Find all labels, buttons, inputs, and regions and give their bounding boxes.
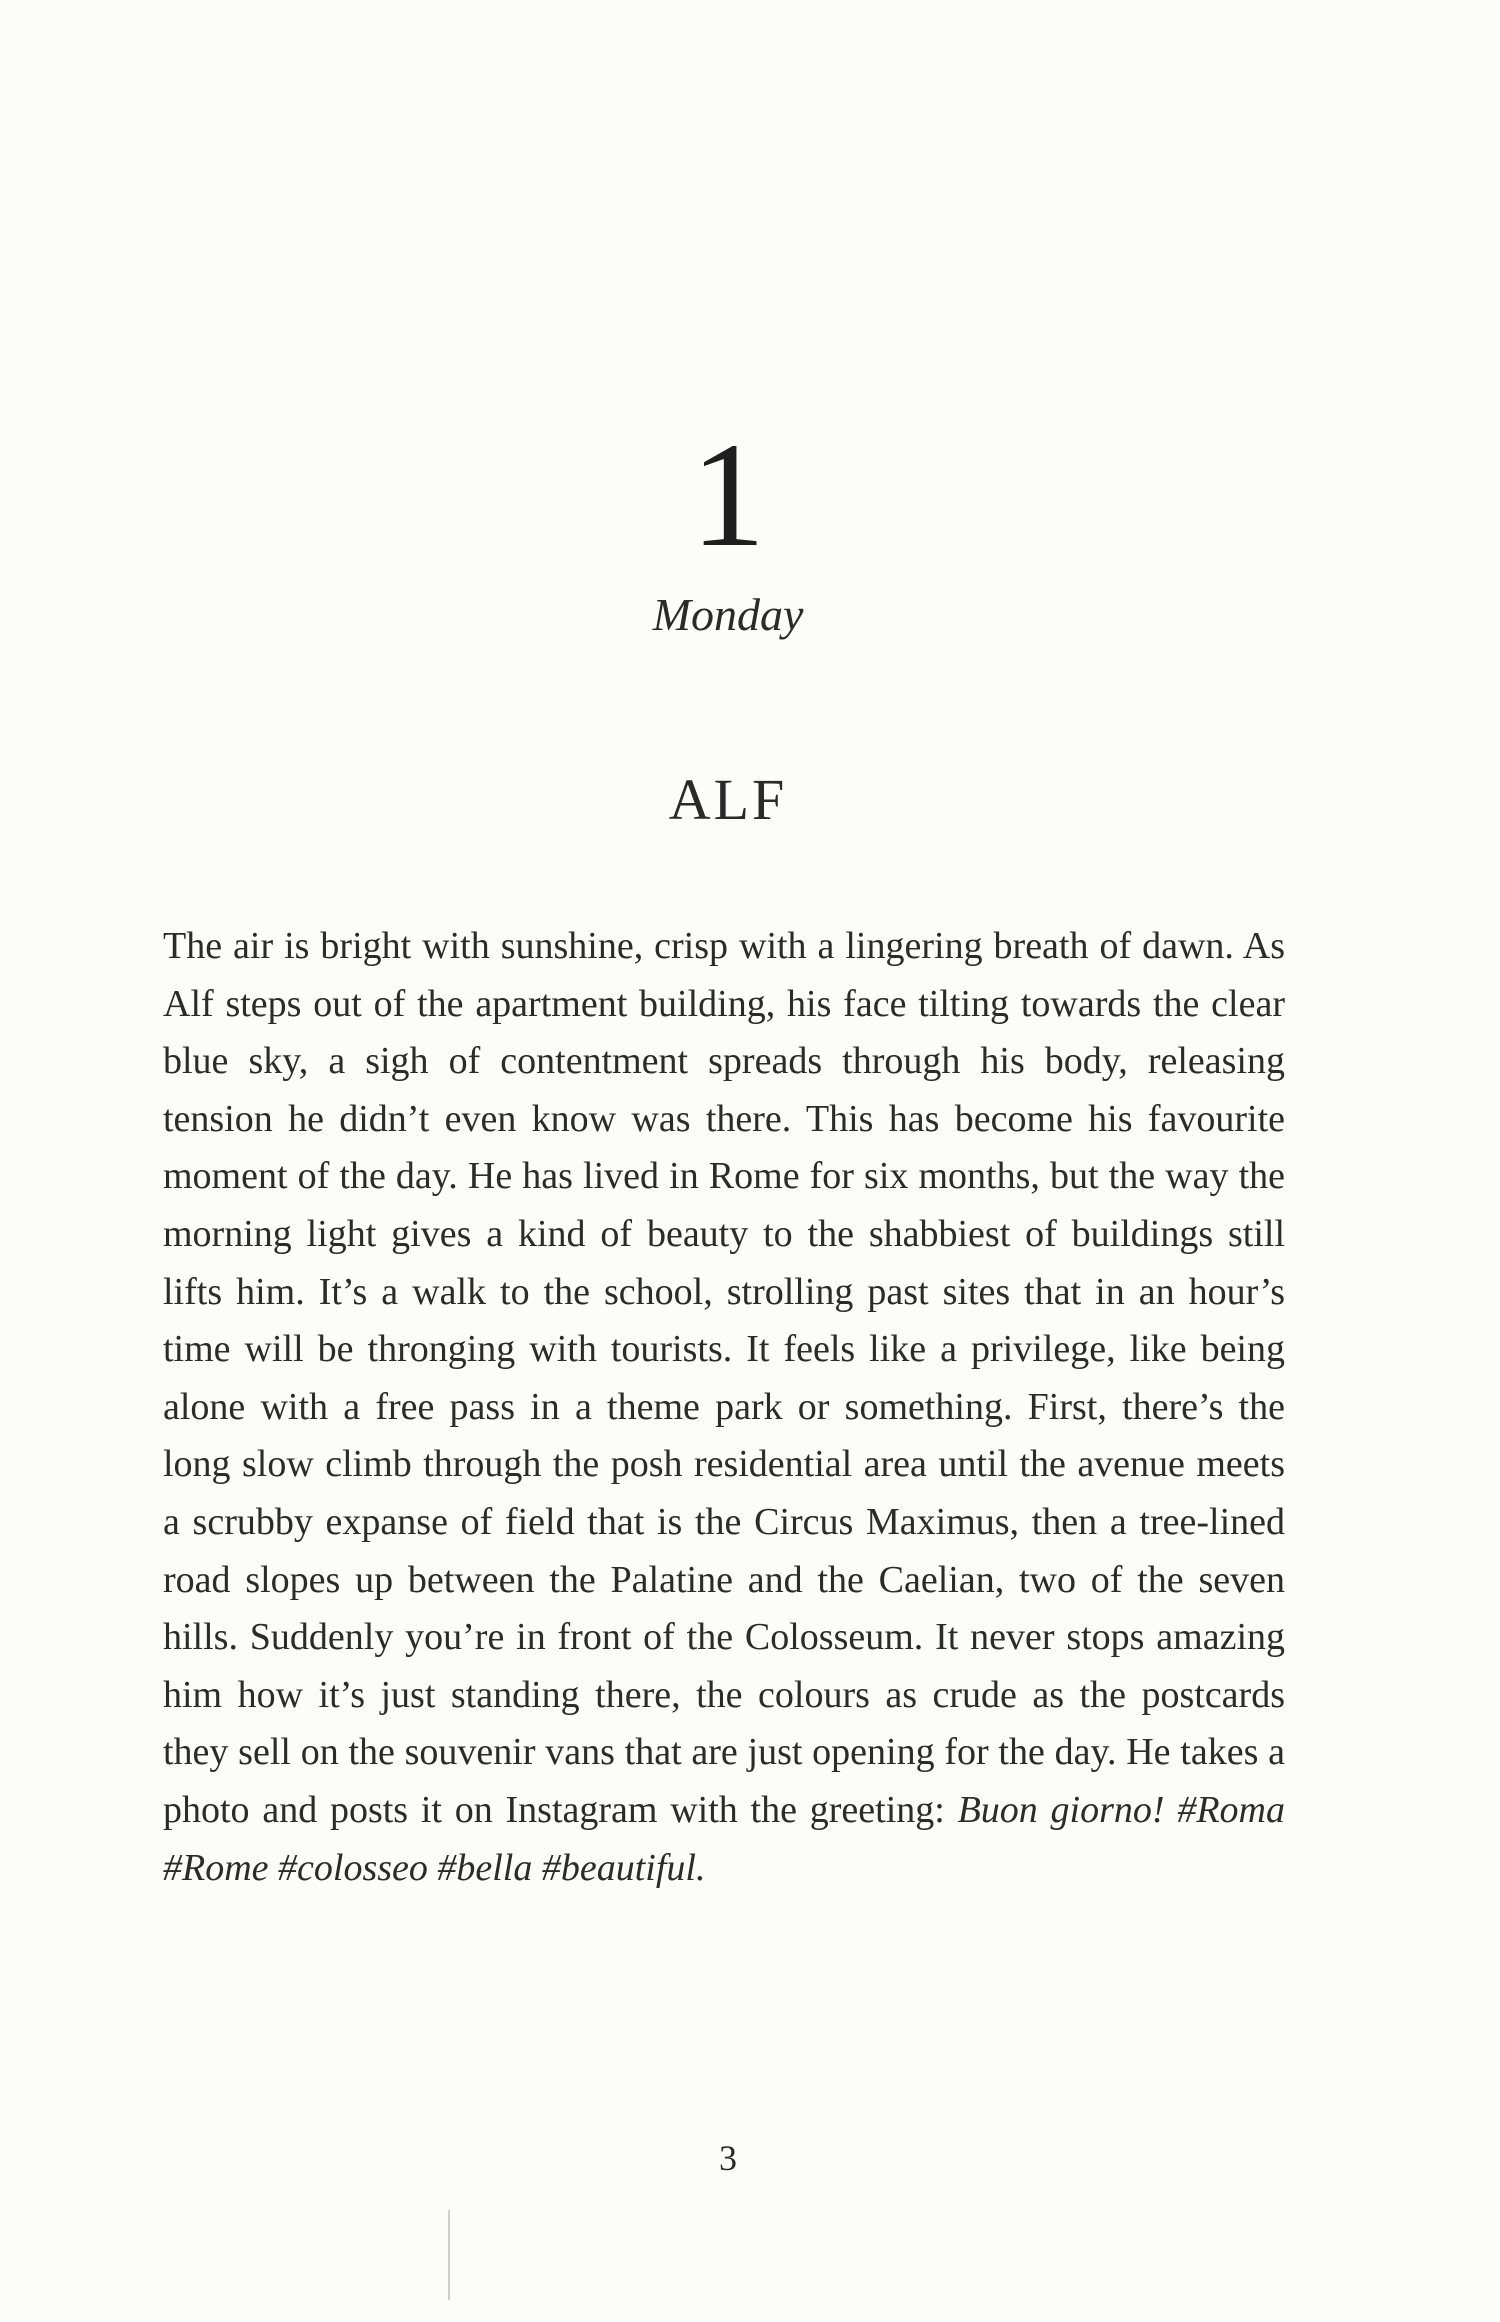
narrator-heading: ALF	[668, 767, 788, 832]
chapter-number: 1	[690, 412, 766, 578]
page-number: 3	[719, 2138, 737, 2178]
instagram-caption: Buon giorno! #Roma #Rome #colosseo #bella #beautiful.	[163, 1788, 1285, 1889]
chapter-day: Monday	[652, 589, 804, 640]
chapter-body-paragraph	[163, 918, 1285, 1897]
scan-artifact-line	[448, 2210, 450, 2300]
paragraph-text: The air is bright with sunshine, crisp with a lingering breath of dawn. As Alf steps out of the apartment building, his face tilting towards the clear blue sky, a sigh of contentment spreads through his body, releasing tension he didn’t even know was there. This has become his favourite moment of the day. He has lived in Rome for six months, but the way the morning light gives a kind of beauty to the shabbiest of buildings still lifts him. It’s a walk to the school, strolling past sites that in an hour’s time will be thronging with tourists. It feels like a privilege, like being alone with a free pass in a theme park or something. First, there’s the long slow climb through the posh residential area until the avenue meets a scrubby expanse of field that is the Circus Maximus, then a tree-lined road slopes up between the Palatine and the Caelian, two of the seven hills. Suddenly you’re in front of the Colosseum. It never stops amazing him how it’s just standing there, the colours as crude as the postcards they sell on the souvenir vans that are just opening for the day. He takes a photo and posts it on Instagram with the greeting:	[163, 925, 1285, 1831]
